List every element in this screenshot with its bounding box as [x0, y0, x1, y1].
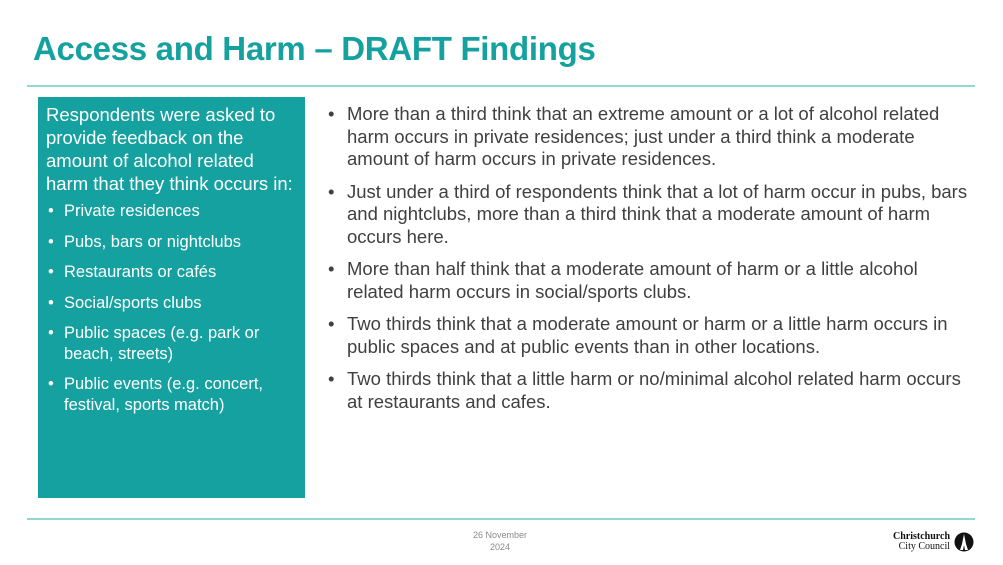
- location-item: • Restaurants or cafés: [46, 262, 297, 283]
- footer-divider: [27, 518, 975, 520]
- page-title: Access and Harm – DRAFT Findings: [33, 30, 596, 67]
- finding-item: • Two thirds think that a moderate amount or harm or a little harm occurs in public spaces and at public events than in other locations.: [328, 313, 978, 358]
- council-logo: [893, 532, 974, 552]
- logo-line-1: Christchurch: [893, 531, 951, 542]
- footer-date: [440, 529, 560, 553]
- findings-panel: [328, 103, 978, 423]
- title-divider: [27, 85, 975, 87]
- question-box: [38, 97, 305, 498]
- logo-line-2: City Council: [898, 541, 951, 552]
- location-item: • Public spaces (e.g. park or beach, streets): [46, 323, 297, 364]
- finding-item: • Two thirds think that a little harm or no/minimal alcohol related harm occurs at restaurants and cafes.: [328, 368, 978, 413]
- location-item: • Public events (e.g. concert, festival, sports match): [46, 374, 297, 415]
- location-item: • Private residences: [46, 201, 297, 222]
- finding-item: • Just under a third of respondents think that a lot of harm occur in pubs, bars and nightclubs, more than a third think that a moderate amount of harm occurs here.: [328, 181, 978, 249]
- date-line-1: 26 November: [472, 530, 528, 540]
- logo-text: [893, 532, 950, 552]
- cathedral-icon: [954, 532, 974, 552]
- location-item: • Social/sports clubs: [46, 293, 297, 314]
- finding-item: • More than a third think that an extreme amount or a lot of alcohol related harm occurs in private residences; just under a third think a moderate amount of harm occurs in private residences.: [328, 103, 978, 171]
- date-line-2: 2024: [489, 542, 511, 552]
- location-list: [46, 201, 297, 415]
- finding-item: • More than half think that a moderate amount of harm or a little alcohol related harm occurs in social/sports clubs.: [328, 258, 978, 303]
- question-intro: Respondents were asked to provide feedback on the amount of alcohol related harm that they think occurs in:: [46, 104, 293, 194]
- findings-list: [328, 103, 978, 413]
- location-item: • Pubs, bars or nightclubs: [46, 232, 297, 253]
